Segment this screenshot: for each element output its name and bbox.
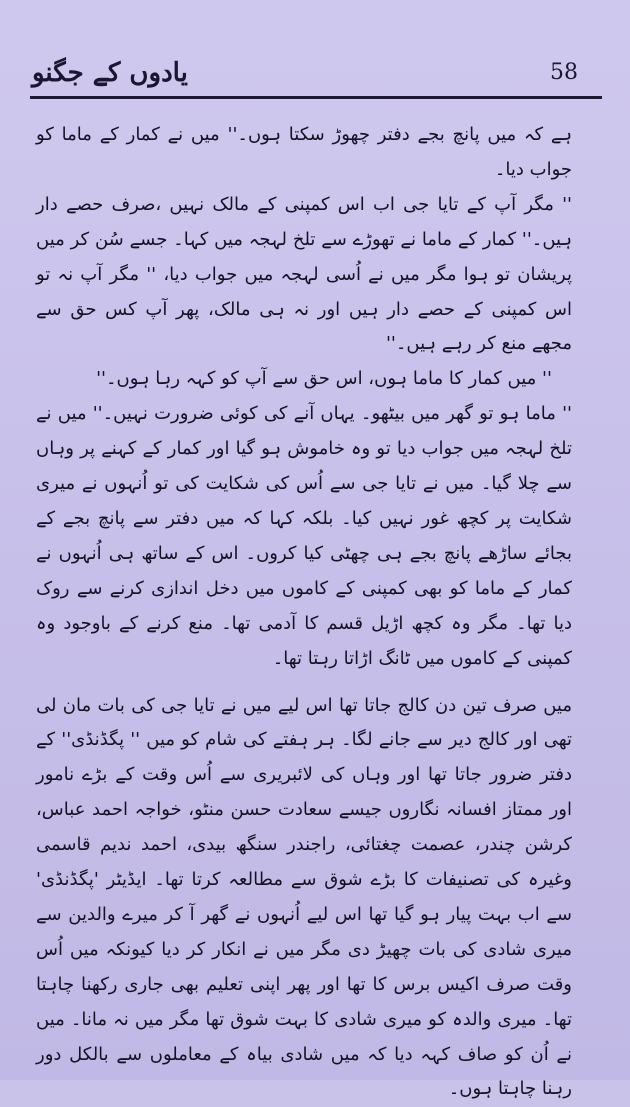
page-body	[36, 118, 572, 1024]
header-rule	[30, 96, 602, 99]
paragraph-3: '' میں کمار کا ماما ہوں، اس حق سے آپ کو کہہ رہا ہوں۔''	[36, 362, 572, 397]
paragraph-4: '' ماما ہو تو گھر میں بیٹھو۔ یہاں آنے کی کوئی ضرورت نہیں۔'' میں نے تلخ لہجہ میں جواب دیا تو وہ خاموش ہو گیا اور کمار کے کہنے پر وہاں سے چلا گیا۔ میں نے تایا جی سے اُس کی شکایت کی تو اُنہوں نے میری شکایت پر کچھ غور نہیں کیا۔ بلکہ کہا کہ میں دفتر سے پانچ بجے کے بجائے ساڑھے پانچ بجے ہی چھٹی کیا کروں۔ اس کے ساتھ ہی اُنہوں نے کمار کے ماما کو بھی کمپنی کے کاموں میں دخل اندازی کرنے سے روک دیا تھا۔ مگر وہ کچھ اڑیل قسم کا آدمی تھا۔ منع کرنے کے باوجود وہ کمپنی کے کاموں میں ٹانگ اڑاتا رہتا تھا۔	[36, 397, 572, 676]
book-title: یادوں کے جگنو	[32, 58, 188, 88]
page-header	[30, 56, 602, 96]
paragraph-1: ہے کہ میں پانچ بجے دفتر چھوڑ سکتا ہوں۔'' میں نے کمار کے ماما کو جواب دیا۔	[36, 118, 572, 188]
paragraph-5: میں صرف تین دن کالج جاتا تھا اس لیے میں نے تایا جی کی بات مان لی تھی اور کالج دیر سے جانے لگا۔ ہر ہفتے کی شام کو میں '' پگڈنڈی'' کے دفتر ضرور جاتا تھا اور وہاں کی لائبریری سے اُس وقت کے بڑے نامور اور ممتاز افسانہ نگاروں جیسے سعادت حسن منٹو، خواجہ احمد عباس، کرشن چندر، عصمت چغتائی، راجندر سنگھ بیدی، احمد ندیم قاسمی وغیرہ کی تصنیفات کا بڑے شوق سے مطالعہ کرتا تھا۔ ایڈیٹر 'پگڈنڈی' سے اب بہت پیار ہو گیا تھا اس لیے اُنہوں نے گھر آ کر میرے والدین سے میری شادی کی بات چھیڑ دی مگر میں نے انکار کر دیا کیونکہ میں اُس وقت صرف اکیس برس کا تھا اور پھر اپنی تعلیم بھی جاری رکھنا چاہتا تھا۔ میری والدہ کو میری شادی کا بہت شوق تھا مگر میں نہ مانا۔ میں نے اُن کو صاف کہہ دیا کہ میں شادی بیاہ کے معاملوں سے بالکل دور رہنا چاہتا ہوں۔	[36, 689, 572, 1107]
page-number: 58	[550, 60, 578, 85]
paragraph-2: '' مگر آپ کے تایا جی اب اس کمپنی کے مالک نہیں ،صرف حصے دار ہیں۔'' کمار کے ماما نے تھوڑے سے تلخ لہجہ میں کہا۔ جسے سُن کر میں پریشان تو ہوا مگر میں نے اُسی لہجہ میں جواب دیا، '' مگر آپ نہ تو اس کمپنی کے حصے دار ہیں اور نہ ہی مالک، پھر آپ کس حق سے مجھے منع کر رہے ہیں۔''	[36, 188, 572, 363]
